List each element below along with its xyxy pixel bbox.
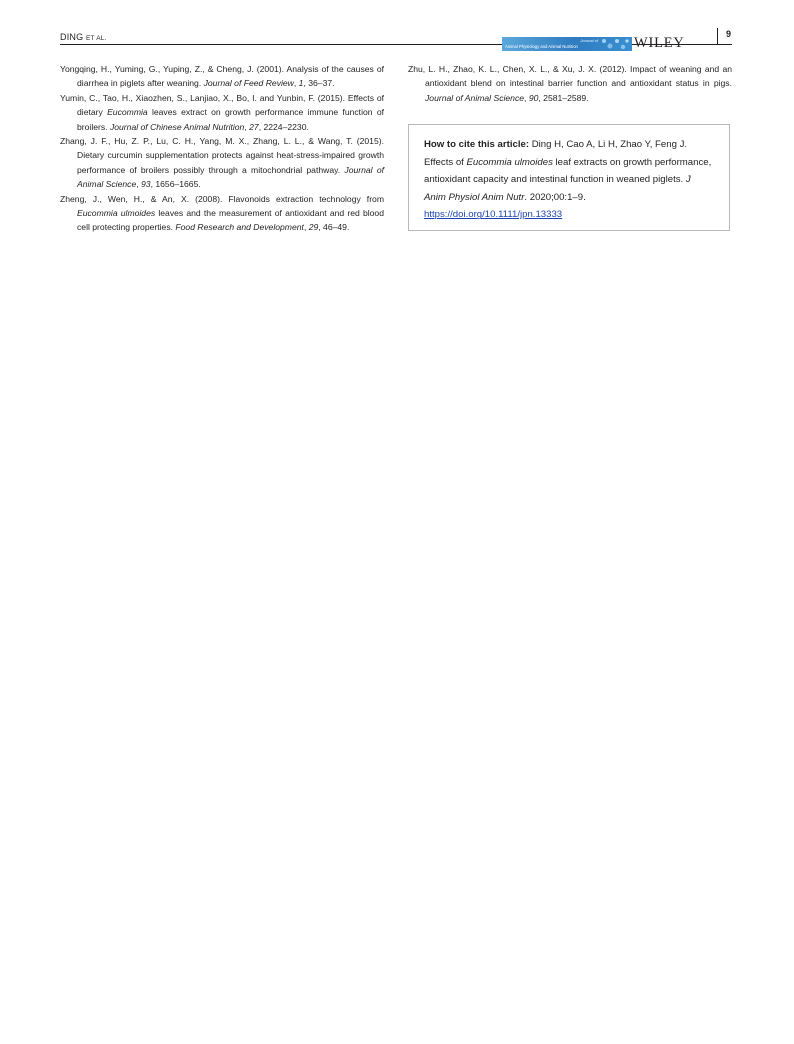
reference-pages: , 36–37. xyxy=(303,78,335,89)
reference-journal: Food Research and Development xyxy=(175,222,304,233)
reference-journal: Journal of Animal Science xyxy=(77,164,384,190)
how-to-cite-box xyxy=(408,124,730,231)
reference-text: Zhu, L. H., Zhao, K. L., Chen, X. L., & Xu, J. X. (2012). Impact of weaning and an antioxidant blend on intestinal barrier function and antioxidant status in pigs. xyxy=(408,64,732,89)
reference-item xyxy=(60,192,384,235)
reference-species: Eucommia ulmoides xyxy=(77,208,156,219)
reference-volume: 27 xyxy=(249,121,259,132)
reference-pages: , 2581–2589. xyxy=(538,92,589,103)
cite-journal: J Anim Physiol Anim Nutr xyxy=(424,174,691,203)
author-name: DING xyxy=(60,32,84,42)
cite-text: . 2020;00:1–9. xyxy=(524,191,586,203)
reference-volume: 90 xyxy=(528,92,539,103)
reference-volume: 93 xyxy=(141,179,151,190)
doi-link[interactable]: https://doi.org/10.1111/jpn.13333 xyxy=(424,209,563,221)
reference-sep: , xyxy=(303,222,309,233)
cite-text: leaf extracts on growth performance, antioxidant capacity and intestinal function in weaned piglets. xyxy=(424,156,712,186)
reference-pages: , 46–49. xyxy=(318,222,350,233)
cite-text: Ding H, Cao A, Li H, Zhao Y, Feng J. Effects of xyxy=(424,139,688,168)
journal-banner-line2: Animal Physiology and Animal Nutrition xyxy=(505,44,578,49)
page-number-divider xyxy=(717,28,718,44)
reference-text: Zheng, J., Wen, H., & An, X. (2008). Flavonoids extraction technology from xyxy=(60,193,384,204)
reference-volume: 29 xyxy=(308,222,319,233)
page-number: 9 xyxy=(726,29,732,39)
reference-item xyxy=(60,134,384,192)
running-author xyxy=(60,32,107,42)
reference-sep: , xyxy=(244,121,250,132)
reference-pages: , 2224–2230. xyxy=(258,121,309,132)
reference-sep: , xyxy=(524,92,529,103)
cite-species: Eucommia ulmoides xyxy=(466,156,553,168)
reference-item xyxy=(60,91,384,134)
reference-sep: , xyxy=(136,179,142,190)
reference-text: leaves and the measurement of antioxidant and red blood cell protecting properties. xyxy=(77,208,384,233)
reference-item xyxy=(408,62,732,105)
reference-species: Eucommia xyxy=(107,107,148,118)
reference-volume: 1 xyxy=(298,78,304,89)
reference-text: Yumin, C., Tao, H., Xiaozhen, S., Lanjiao, X., Bo, I. and Yunbin, F. (2015). Effects of dietary xyxy=(60,92,384,118)
reference-item xyxy=(60,62,384,91)
reference-journal: Journal of Feed Review xyxy=(203,78,294,89)
publisher-logo: WILEY xyxy=(634,35,685,51)
header-rule xyxy=(60,44,503,45)
reference-sep: , xyxy=(293,78,299,89)
banner-dots-icon xyxy=(600,37,630,51)
reference-pages: , 1656–1665. xyxy=(150,179,201,190)
reference-text: Yongqing, H., Yuming, G., Yuping, Z., & Cheng, J. (2001). Analysis of the causes of diarrhea in piglets after weaning. xyxy=(60,64,384,89)
references-right-column xyxy=(408,62,732,105)
journal-banner-line1: Journal of xyxy=(580,38,598,43)
reference-text: Zhang, J. F., Hu, Z. P., Lu, C. H., Yang, M. X., Zhang, L. L., & Wang, T. (2015). Dietary curcumin supplementation protects against heat-stress-impaired growth performance of broilers possibly through a mitochondrial pathway. xyxy=(60,136,384,175)
author-suffix: ET AL. xyxy=(86,35,107,42)
reference-text: leaves extract on growth performance immune function of broilers. xyxy=(77,107,384,132)
reference-journal: Journal of Chinese Animal Nutrition xyxy=(109,121,245,132)
running-header xyxy=(60,30,732,54)
journal-logo-banner xyxy=(502,37,632,51)
reference-journal: Journal of Animal Science xyxy=(425,92,525,103)
cite-heading: How to cite this article: xyxy=(424,139,530,150)
references-left-column xyxy=(60,62,384,235)
